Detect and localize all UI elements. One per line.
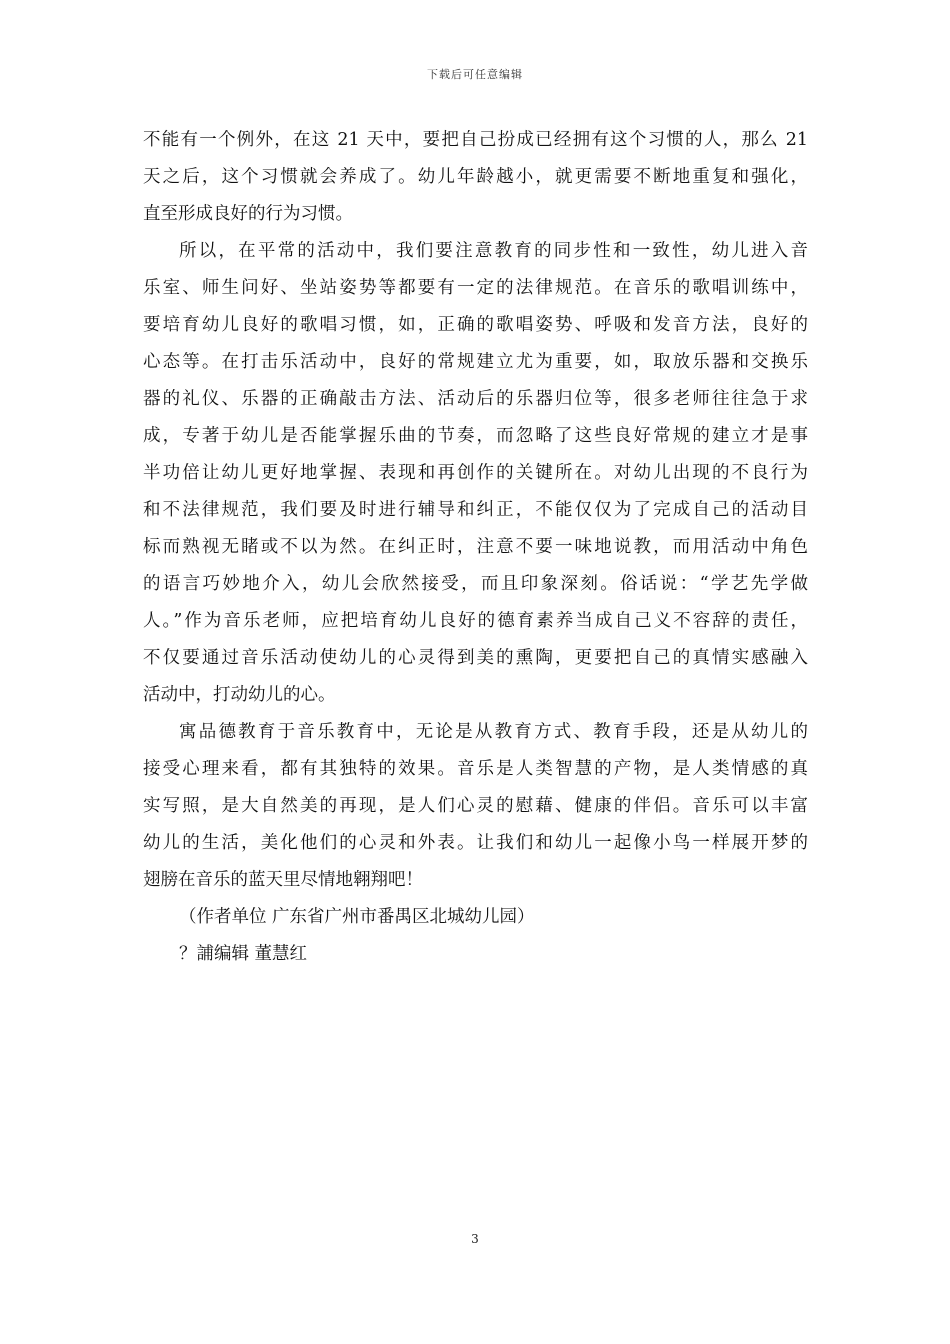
text-line: 所以，在平常的活动中，我们要注意教育的同步性和一致性，幼儿进入音	[179, 241, 808, 261]
editor-credit: ？誧编辑 董慧红	[179, 944, 308, 964]
page-number: 3	[471, 1232, 479, 1246]
document-body	[143, 122, 808, 973]
text-line: 成，专著于幼儿是否能掌握乐曲的节奏，而忽略了这些良好常规的建立才是事	[143, 426, 808, 446]
text-line: 活动中，打动幼儿的心。	[143, 685, 336, 705]
text-line: 翅膀在音乐的蓝天里尽情地翱翔吧！	[143, 870, 423, 890]
text-line: 天之后，这个习惯就会养成了。幼儿年龄越小，就更需要不断地重复和强化，	[143, 167, 808, 187]
text-line: 寓品德教育于音乐教育中，无论是从教育方式、教育手段，还是从幼儿的	[179, 722, 808, 742]
paragraph-1	[143, 122, 808, 233]
text-line: 直至形成良好的行为习惯。	[143, 204, 353, 224]
text-line: 要培育幼儿良好的歌唱习惯，如，正确的歌唱姿势、呼吸和发音方法，良好的	[143, 315, 808, 335]
text-line: 乐室、师生问好、坐站姿势等都要有一定的法律规范。在音乐的歌唱训练中，	[143, 278, 808, 298]
author-unit: （作者单位 广东省广州市番禺区北城幼儿园）	[179, 907, 535, 927]
text-line: 不仅要通过音乐活动使幼儿的心灵得到美的熏陶，更要把自己的真情实感融入	[143, 648, 808, 668]
page-header: 下载后可任意编辑	[427, 68, 523, 81]
text-line: 不能有一个例外，在这 21 天中，要把自己扮成已经拥有这个习惯的人，那么 21	[143, 130, 808, 150]
text-line: 器的礼仪、乐器的正确敲击方法、活动后的乐器归位等，很多老师往往急于求	[143, 389, 808, 409]
text-line: 标而熟视无睹或不以为然。在纠正时，注意不要一味地说教，而用活动中角色	[143, 537, 808, 557]
text-line: 的语言巧妙地介入，幼儿会欣然接受，而且印象深刻。俗话说：“学艺先学做	[143, 574, 808, 594]
paragraph-2	[143, 233, 808, 714]
text-line: 幼儿的生活，美化他们的心灵和外表。让我们和幼儿一起像小鸟一样展开梦的	[143, 833, 808, 853]
text-line: 人。”作为音乐老师，应把培育幼儿良好的德育素养当成自己义不容辞的责任，	[143, 611, 808, 631]
text-line: 实写照，是大自然美的再现，是人们心灵的慰藉、健康的伴侣。音乐可以丰富	[143, 796, 808, 816]
text-line: 心态等。在打击乐活动中，良好的常规建立尤为重要，如，取放乐器和交换乐	[143, 352, 808, 372]
text-line: 接受心理来看，都有其独特的效果。音乐是人类智慧的产物，是人类情感的真	[143, 759, 808, 779]
paragraph-3	[143, 714, 808, 899]
text-line: 半功倍让幼儿更好地掌握、表现和再创作的关键所在。对幼儿出现的不良行为	[143, 463, 808, 483]
text-line: 和不法律规范，我们要及时进行辅导和纠正，不能仅仅为了完成自己的活动目	[143, 500, 808, 520]
